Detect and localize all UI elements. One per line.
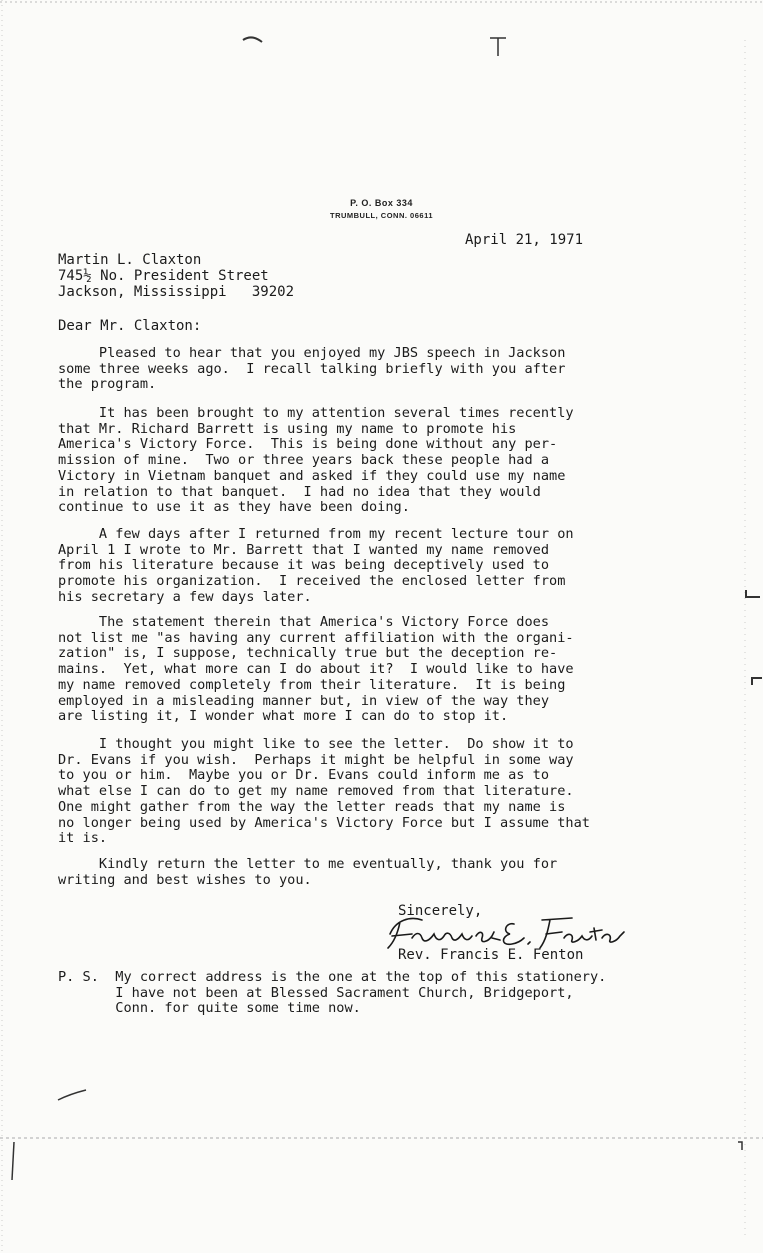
paragraph-line: his secretary a few days later. <box>58 588 312 605</box>
salutation: Dear Mr. Claxton: <box>58 318 202 334</box>
postscript <box>58 970 698 1017</box>
postscript-line: P. S. My correct address is the one at the top of this stationery. <box>58 969 607 985</box>
recipient-address <box>58 252 294 300</box>
letterhead-box: P. O. Box 334 <box>350 198 413 208</box>
signer-name: Rev. Francis E. Fenton <box>398 947 584 963</box>
paragraph-line: to you or him. Maybe you or Dr. Evans could inform me as to <box>58 767 550 784</box>
paragraph-line: zation" is, I suppose, technically true but the deception re- <box>58 645 558 662</box>
closing: Sincerely, <box>398 903 483 919</box>
paragraph-line: employed in a misleading manner but, in view of the way they <box>58 692 550 709</box>
paragraph-line: that Mr. Richard Barrett is using my name to promote his <box>58 420 517 437</box>
paragraph-line: The statement therein that America's Victory Force does <box>58 614 550 630</box>
paragraph-1 <box>58 346 658 393</box>
handwritten-signature <box>382 910 627 952</box>
paragraph-6 <box>58 857 658 888</box>
paragraph-line: are listing it, I wonder what more I can do to stop it. <box>58 708 509 725</box>
paragraph-3 <box>58 527 658 606</box>
paragraph-line: Dr. Evans if you wish. Perhaps it might be helpful in some way <box>58 751 574 768</box>
paragraph-line: America's Victory Force. This is being done without any per- <box>58 436 558 453</box>
paragraph-line: some three weeks ago. I recall talking briefly with you after <box>58 360 566 377</box>
paragraph-line: April 1 I wrote to Mr. Barrett that I wanted my name removed <box>58 541 550 558</box>
paragraph-line: in relation to that banquet. I had no idea that they would <box>58 483 541 500</box>
letterhead-town: TRUMBULL, CONN. 06611 <box>329 211 434 220</box>
postscript-line: I have not been at Blessed Sacrament Church, Bridgeport, <box>58 984 574 1001</box>
paragraph-line: A few days after I returned from my recent lecture tour on <box>58 526 574 542</box>
paragraph-line: I thought you might like to see the letter. Do show it to <box>58 736 574 752</box>
paragraph-line: not list me "as having any current affiliation with the organi- <box>58 629 574 646</box>
postscript-line: Conn. for quite some time now. <box>58 1000 361 1017</box>
recipient-street: 745½ No. President Street <box>58 268 269 284</box>
paragraph-2 <box>58 406 658 516</box>
paragraph-line: promote his organization. I received the enclosed letter from <box>58 573 566 590</box>
recipient-city: Jackson, Mississippi 39202 <box>58 284 295 300</box>
paragraph-line: Victory in Vietnam banquet and asked if they could use my name <box>58 467 566 484</box>
paragraph-line: it is. <box>58 830 108 847</box>
paragraph-line: what else I can do to get my name removed from that literature. <box>58 783 574 800</box>
paragraph-line: mission of mine. Two or three years back these people had a <box>58 452 550 469</box>
paragraph-line: Pleased to hear that you enjoyed my JBS speech in Jackson <box>58 345 566 361</box>
paragraph-line: continue to use it as they have been doing. <box>58 499 410 516</box>
paragraph-line: It has been brought to my attention several times recently <box>58 405 574 421</box>
paragraph-line: Kindly return the letter to me eventually, thank you for <box>58 856 558 872</box>
paragraph-line: mains. Yet, what more can I do about it? I would like to have <box>58 661 574 678</box>
recipient-name: Martin L. Claxton <box>58 252 202 268</box>
paragraph-line: from his literature because it was being deceptively used to <box>58 557 550 574</box>
paragraph-line: no longer being used by America's Victory Force but I assume that <box>58 814 590 831</box>
paragraph-5 <box>58 737 658 847</box>
letter-date: April 21, 1971 <box>465 232 584 248</box>
paragraph-4 <box>58 615 658 725</box>
paragraph-line: writing and best wishes to you. <box>58 871 312 888</box>
paragraph-line: One might gather from the way the letter reads that my name is <box>58 798 566 815</box>
paragraph-line: my name removed completely from their literature. It is being <box>58 676 566 693</box>
paragraph-line: the program. <box>58 376 157 393</box>
